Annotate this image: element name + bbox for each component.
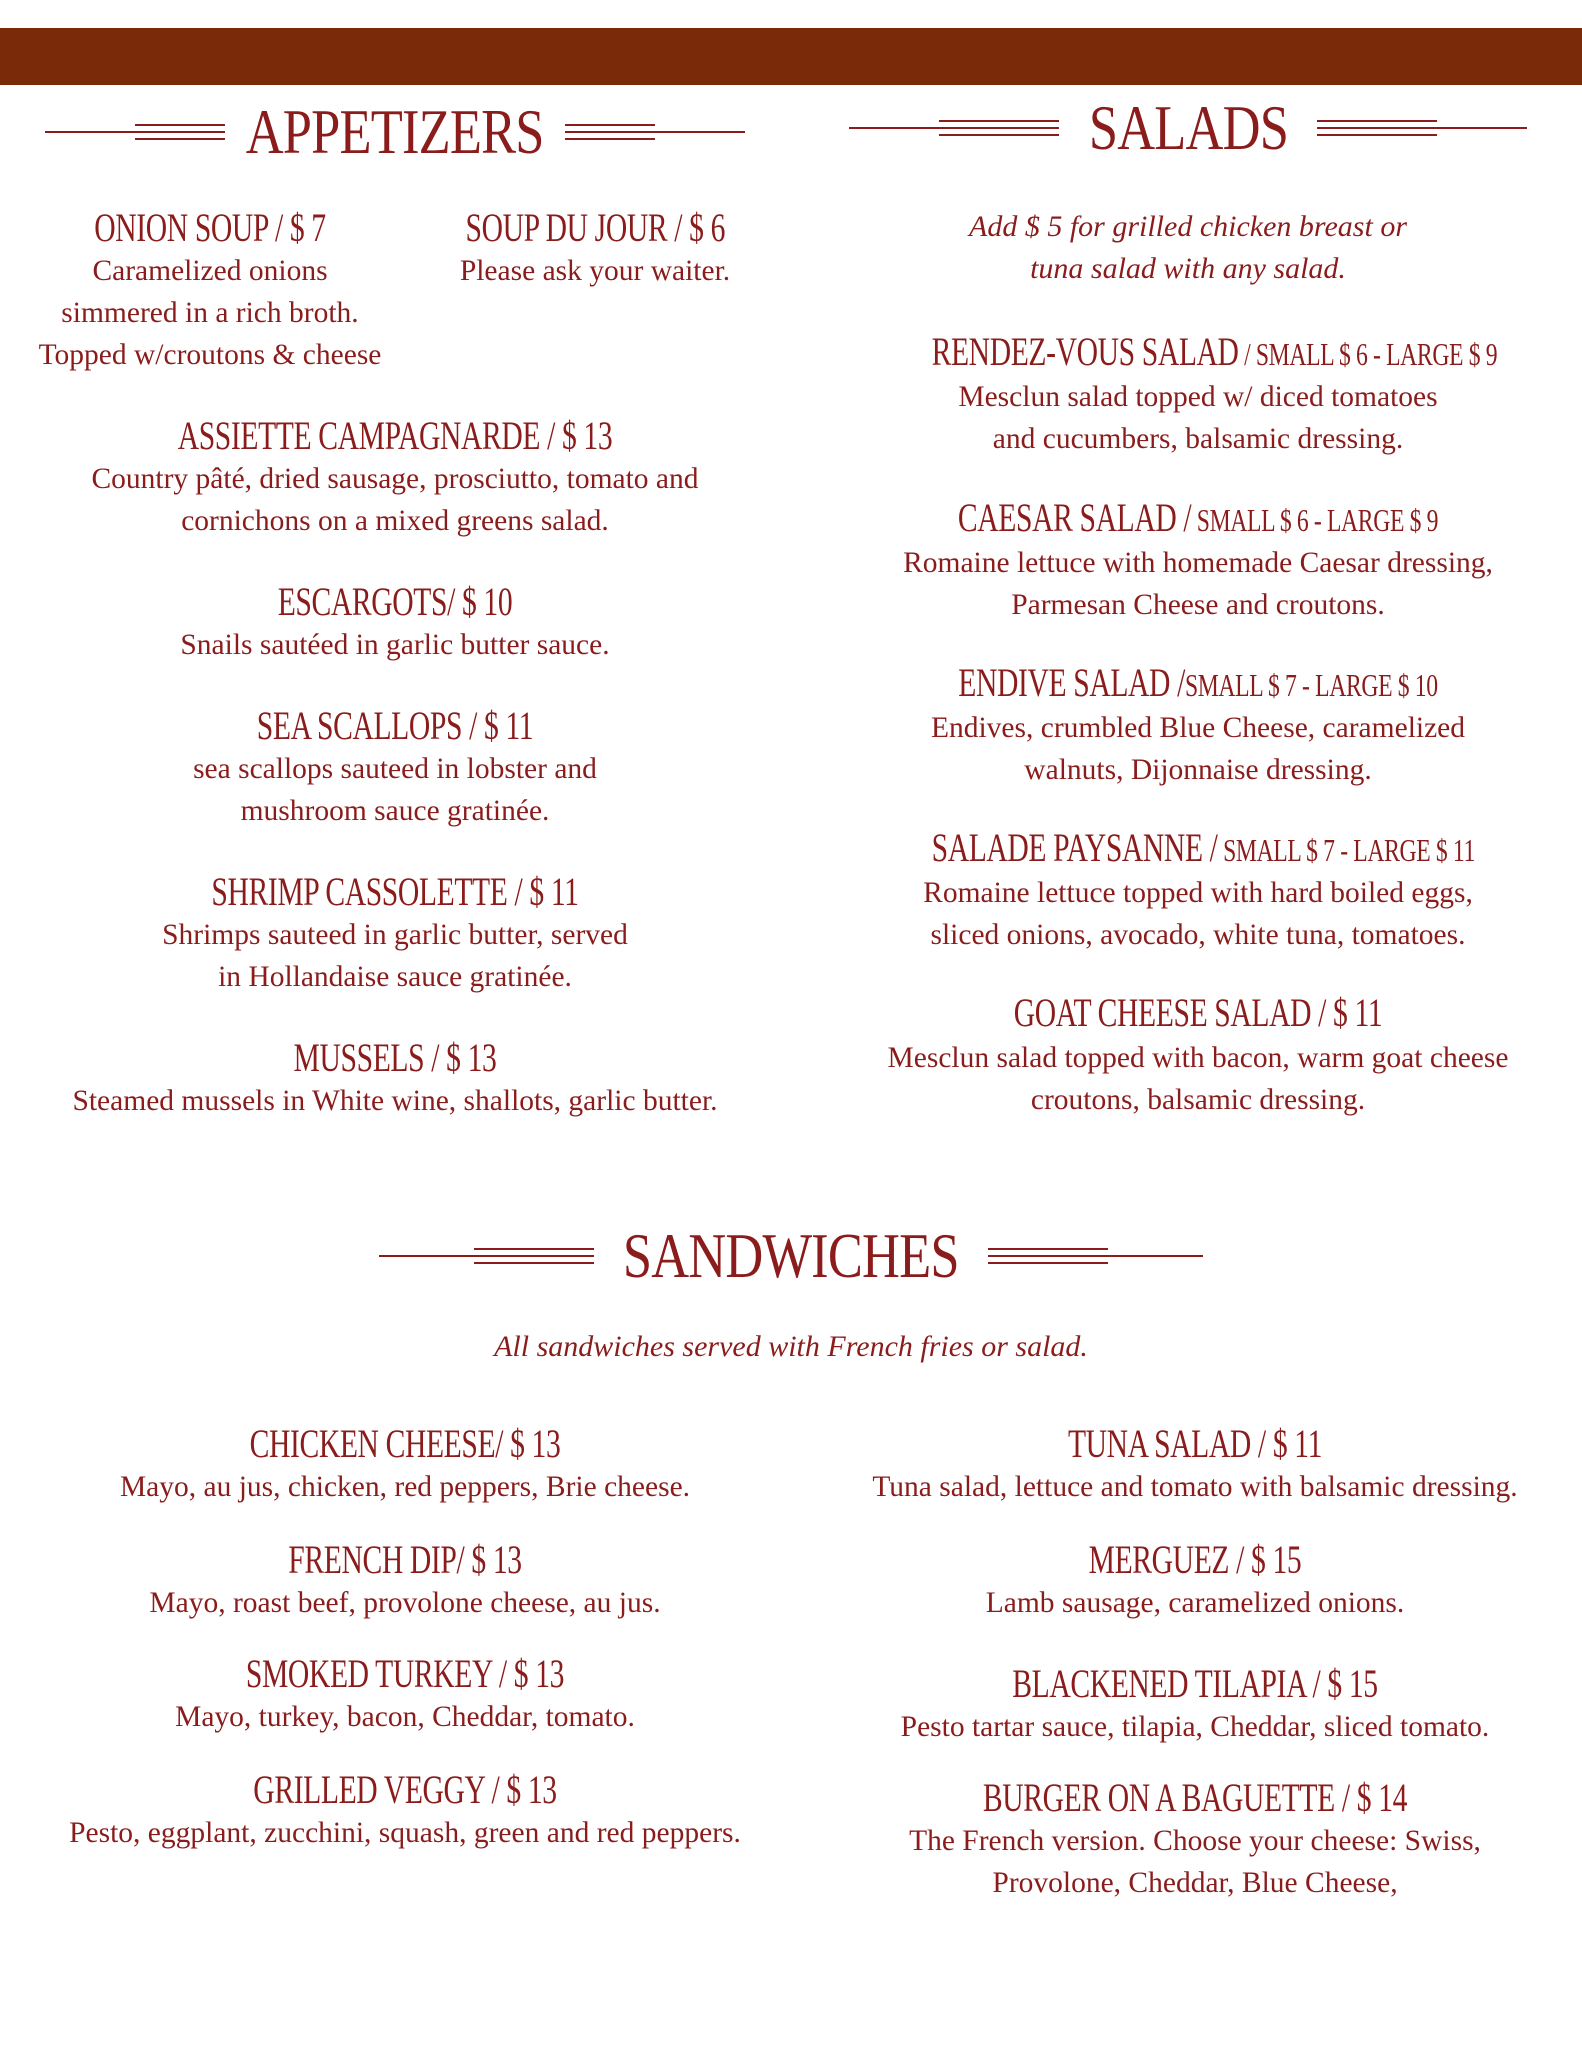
menu-item-merguez [820,1538,1570,1624]
appetizers-heading [45,96,745,168]
item-title: ONION SOUP / $ 7 [94,205,326,250]
item-desc: Mesclun salad topped with bacon, warm goat cheese [887,1042,1509,1074]
item-desc: sliced onions, avocado, white tuna, tomatoes. [930,919,1466,951]
menu-item-endive-salad [838,661,1558,791]
menu-item-smoked-turkey [15,1652,795,1738]
item-desc: mushroom sauce gratinée. [240,795,550,827]
menu-item-blackened-tilapia [820,1662,1570,1748]
item-title: MUSSELS / $ 13 [293,1035,497,1080]
item-desc: Mayo, au jus, chicken, red peppers, Brie cheese. [119,1471,691,1503]
menu-item-grilled-veggy [10,1768,800,1854]
heading-ornament-right [565,124,745,140]
heading-ornament-left [849,120,1059,136]
item-desc: Tuna salad, lettuce and tomato with balsamic dressing. [872,1471,1518,1503]
item-title: BLACKENED TILAPIA / $ 15 [1012,1661,1378,1706]
menu-item-escargots [45,580,745,666]
menu-item-goat-cheese-salad [838,991,1558,1121]
menu-item-chicken-cheese [15,1422,795,1508]
sandwiches-heading [341,1218,1241,1294]
item-desc: Provolone, Cheddar, Blue Cheese, [992,1867,1398,1899]
menu-item-rendez-vous-salad [838,330,1558,460]
item-desc: Pesto tartar sauce, tilapia, Cheddar, sliced tomato. [900,1711,1490,1743]
note-line: tuna salad with any salad. [1030,252,1346,285]
menu-item-sea-scallops [45,704,745,832]
note-line: Add $ 5 for grilled chicken breast or [969,210,1407,243]
menu-item-salade-paysanne [838,826,1558,956]
item-title: SHRIMP CASSOLETTE / $ 11 [211,869,579,914]
item-desc: Romaine lettuce with homemade Caesar dressing, [903,547,1493,579]
item-title: MERGUEZ / $ 15 [1088,1537,1302,1582]
item-desc: Pesto, eggplant, zucchini, squash, green and red peppers. [69,1817,741,1849]
salads-note [838,206,1538,290]
item-desc: sea scallops sauteed in lobster and [193,753,597,785]
item-title: SMOKED TURKEY / $ 13 [245,1651,565,1696]
item-size-price: SMALL $ 7 - LARGE $ 10 [1184,667,1438,703]
item-desc: Mesclun salad topped w/ diced tomatoes [958,381,1438,413]
item-desc: and cucumbers, balsamic dressing. [992,423,1404,455]
item-desc: The French version. Choose your cheese: Swiss, [909,1825,1481,1857]
heading-ornament-left [379,1248,594,1264]
item-desc: Mayo, roast beef, provolone cheese, au jus. [149,1587,661,1619]
item-desc: croutons, balsamic dressing. [1030,1084,1366,1116]
item-desc: Mayo, turkey, bacon, Cheddar, tomato. [175,1701,635,1733]
menu-item-mussels [15,1036,775,1122]
item-title: ENDIVE SALAD /SMALL $ 7 - LARGE $ 10 [958,660,1438,705]
item-desc: cornichons on a mixed greens salad. [181,505,609,537]
menu-item-assiette-campagnarde [45,414,745,542]
item-title: BURGER ON A BAGUETTE / $ 14 [982,1775,1408,1820]
menu-item-french-dip [15,1538,795,1624]
item-desc: Lamb sausage, caramelized onions. [985,1587,1405,1619]
menu-item-soup-du-jour [420,206,770,292]
item-title: ASSIETTE CAMPAGNARDE / $ 13 [177,413,613,458]
menu-item-tuna-salad [820,1422,1570,1508]
sandwiches-title: SANDWICHES [623,1220,959,1291]
item-title: ESCARGOTS/ $ 10 [277,579,513,624]
salads-heading [838,92,1538,164]
menu-item-onion-soup [10,206,410,376]
item-desc: Country pâté, dried sausage, prosciutto, tomato and [91,463,699,495]
item-desc: Topped w/croutons & cheese [38,339,382,371]
heading-ornament-left [45,124,225,140]
top-banner-bar [0,28,1582,85]
item-desc: Shrimps sauteed in garlic butter, served [162,919,628,951]
item-title: CAESAR SALAD / SMALL $ 6 - LARGE $ 9 [957,495,1439,540]
item-desc: Steamed mussels in White wine, shallots, garlic butter. [72,1085,718,1117]
heading-ornament-right [988,1248,1203,1264]
item-size-price: / SMALL $ 6 - LARGE $ 9 [1238,336,1498,372]
item-title: SALADE PAYSANNE / SMALL $ 7 - LARGE $ 11 [931,825,1475,870]
menu-item-shrimp-cassolette [45,870,745,998]
item-desc: in Hollandaise sauce gratinée. [218,961,572,993]
item-desc: Caramelized onions [92,255,328,287]
item-size-price: SMALL $ 7 - LARGE $ 11 [1217,832,1475,868]
item-desc: Romaine lettuce topped with hard boiled eggs, [923,877,1473,909]
appetizers-title: APPETIZERS [246,96,544,167]
item-desc: walnuts, Dijonnaise dressing. [1024,754,1372,786]
item-title: TUNA SALAD / $ 11 [1067,1421,1323,1466]
item-size-price: SMALL $ 6 - LARGE $ 9 [1191,502,1439,538]
item-desc: Parmesan Cheese and croutons. [1011,589,1385,621]
item-desc: Snails sautéed in garlic butter sauce. [180,629,610,661]
item-title: GOAT CHEESE SALAD / $ 11 [1013,990,1383,1035]
menu-item-burger-on-a-baguette [820,1776,1570,1904]
sandwiches-note: All sandwiches served with French fries or salad. [494,1330,1088,1363]
salads-title: SALADS [1088,92,1288,163]
item-title: RENDEZ-VOUS SALAD / SMALL $ 6 - LARGE $ 9 [931,329,1498,374]
item-desc: simmered in a rich broth. [61,297,359,329]
item-title: CHICKEN CHEESE/ $ 13 [249,1421,561,1466]
heading-ornament-right [1317,120,1527,136]
item-title: SEA SCALLOPS / $ 11 [256,703,534,748]
item-title: FRENCH DIP/ $ 13 [288,1537,522,1582]
item-title: SOUP DU JOUR / $ 6 [465,205,726,250]
item-desc: Please ask your waiter. [459,255,731,287]
item-title: GRILLED VEGGY / $ 13 [253,1767,557,1812]
item-desc: Endives, crumbled Blue Cheese, caramelized [930,712,1466,744]
menu-item-caesar-salad [838,496,1558,626]
